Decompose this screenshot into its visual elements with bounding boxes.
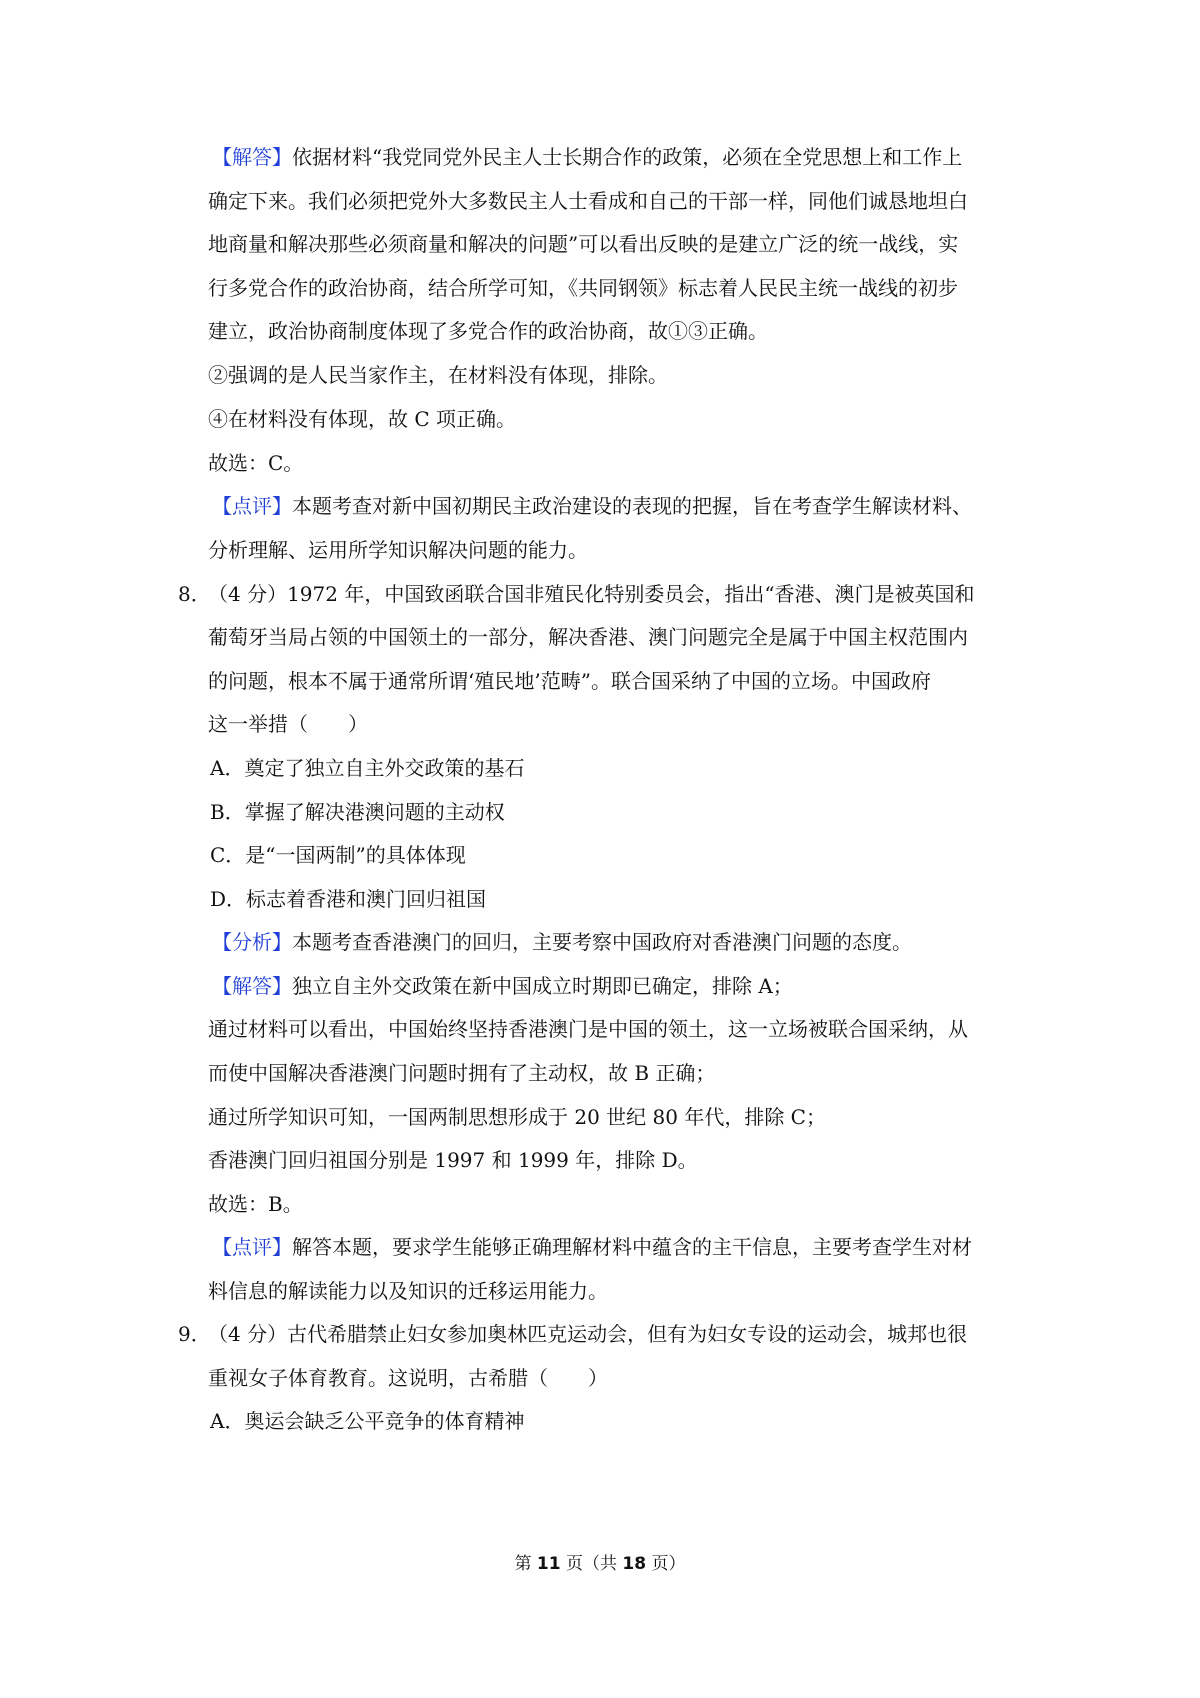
dianping-tag: 【点评】 — [212, 494, 292, 518]
q8-stem-line-3: 的问题，根本不属于通常所谓‘殖民地’范畴”。联合国采纳了中国的立场。中国政府 — [208, 669, 931, 693]
q8-dianping-line-1: 【点评】解答本题，要求学生能够正确理解材料中蕴含的主干信息，主要考查学生对材 — [212, 1235, 972, 1259]
q9-stem-line-2: 重视女子体育教育。这说明，古希腊（ ） — [208, 1366, 608, 1390]
q8-jieda-line-2: 通过材料可以看出，中国始终坚持香港澳门是中国的领土，这一立场被联合国采纳，从 — [208, 1017, 968, 1041]
q8-stem-line-1: （4 分）1972 年，中国致函联合国非殖民化特别委员会，指出“香港、澳门是被英国和 — [208, 582, 975, 606]
q8-stem-line-4: 这一举措（ ） — [208, 712, 368, 736]
page-footer: 第 11 页（共 18 页） — [514, 1554, 686, 1574]
q7-note-4: ④在材料没有体现，故 C 项正确。 — [208, 407, 517, 431]
q9-option-a: A．奥运会缺乏公平竞争的体育精神 — [210, 1409, 525, 1433]
q7-jieda-line-1: 【解答】依据材料“我党同党外民主人士长期合作的政策，必须在全党思想上和工作上 — [212, 145, 963, 169]
q9-stem-line-1: （4 分）古代希腊禁止妇女参加奥林匹克运动会，但有为妇女专设的运动会，城邦也很 — [208, 1322, 968, 1346]
q8-number: 8． — [178, 582, 211, 606]
q7-jieda-line-4: 行多党合作的政治协商，结合所学可知，《共同钢领》标志着人民民主统一战线的初步 — [208, 276, 958, 300]
q8-option-a: A．奠定了独立自主外交政策的基石 — [210, 756, 525, 780]
q7-dianping-line-1: 【点评】本题考查对新中国初期民主政治建设的表现的把握，旨在考查学生解读材料、 — [212, 494, 972, 518]
q8-answer: 故选：B。 — [208, 1192, 303, 1216]
q7-jieda-line-2: 确定下来。我们必须把党外大多数民主人士看成和自己的干部一样，同他们诚恳地坦白 — [208, 189, 968, 213]
q8-stem-line-2: 葡萄牙当局占领的中国领土的一部分，解决香港、澳门问题完全是属于中国主权范围内 — [208, 625, 968, 649]
q8-dianping-line-2: 料信息的解读能力以及知识的迁移运用能力。 — [208, 1279, 608, 1303]
q7-jieda-line-3: 地商量和解决那些必须商量和解决的问题”可以看出反映的是建立广泛的统一战线，实 — [208, 232, 959, 256]
total-pages-number: 18 — [622, 1554, 647, 1574]
jieda-tag: 【解答】 — [212, 974, 292, 998]
q8-fenxi: 【分析】本题考查香港澳门的回归，主要考察中国政府对香港澳门问题的态度。 — [212, 930, 912, 954]
q7-dianping-line-2: 分析理解、运用所学知识解决问题的能力。 — [208, 538, 588, 562]
q8-option-b: B．掌握了解决港澳问题的主动权 — [210, 800, 505, 824]
current-page-number: 11 — [536, 1554, 561, 1574]
q8-jieda-line-4: 通过所学知识可知，一国两制思想形成于 20 世纪 80 年代，排除 C； — [208, 1105, 826, 1129]
q7-jieda-line-5: 建立，政治协商制度体现了多党合作的政治协商，故①③正确。 — [208, 319, 768, 343]
q7-note-2: ②强调的是人民当家作主，在材料没有体现，排除。 — [208, 363, 668, 387]
q8-option-d: D．标志着香港和澳门回归祖国 — [210, 887, 487, 911]
q8-option-c: C．是“一国两制”的具体体现 — [210, 843, 466, 867]
q9-number: 9． — [178, 1322, 211, 1346]
q7-answer: 故选：C。 — [208, 451, 304, 475]
q8-jieda-line-3: 而使中国解决香港澳门问题时拥有了主动权，故 B 正确； — [208, 1061, 716, 1085]
q8-jieda-line-1: 【解答】独立自主外交政策在新中国成立时期即已确定，排除 A； — [212, 974, 793, 998]
fenxi-tag: 【分析】 — [212, 930, 292, 954]
dianping-tag: 【点评】 — [212, 1235, 292, 1259]
jieda-tag: 【解答】 — [212, 145, 292, 169]
q8-jieda-line-5: 香港澳门回归祖国分别是 1997 和 1999 年，排除 D。 — [208, 1148, 698, 1172]
